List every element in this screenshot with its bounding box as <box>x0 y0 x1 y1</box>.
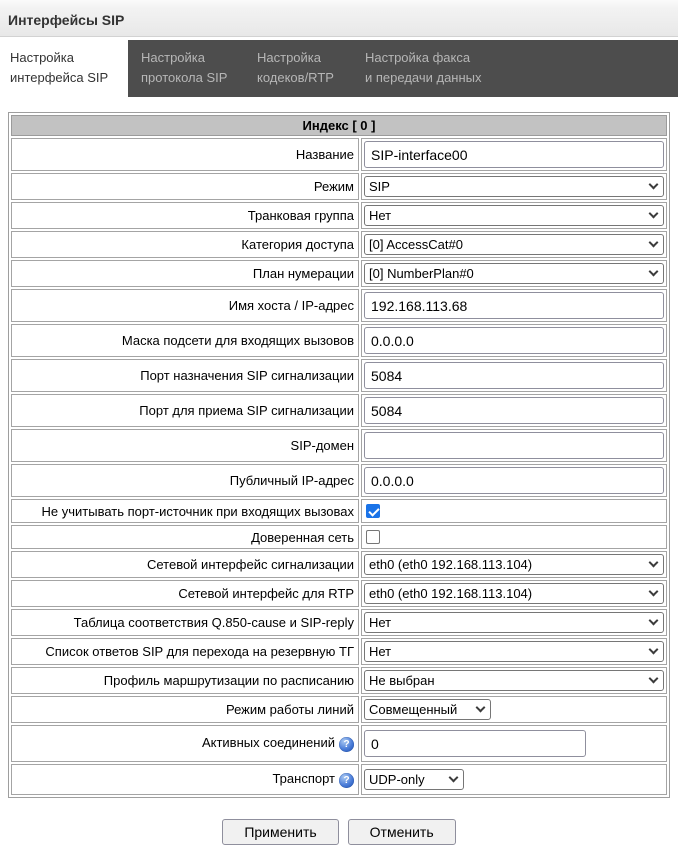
trunk-group-select[interactable] <box>364 205 664 226</box>
form-row <box>11 551 667 578</box>
table-header-row <box>11 115 667 136</box>
form-row <box>11 324 667 357</box>
tab-label-line: интерфейса SIP <box>10 70 109 85</box>
form-row <box>11 289 667 322</box>
field-label: Имя хоста / IP-адрес <box>11 289 359 322</box>
select-value: Не выбран <box>369 673 435 688</box>
tab-sip-protocol-settings[interactable] <box>128 40 244 97</box>
form-row <box>11 638 667 665</box>
field-label: Название <box>11 138 359 171</box>
select-value: Нет <box>369 644 392 659</box>
select-value: eth0 (eth0 192.168.113.104) <box>369 557 533 572</box>
form-row <box>11 464 667 497</box>
chevron-down-icon <box>649 587 659 597</box>
host-ip-input[interactable] <box>364 292 664 319</box>
form-container <box>8 112 670 798</box>
form-row <box>11 580 667 607</box>
form-row <box>11 764 667 795</box>
form-row <box>11 202 667 229</box>
ignore-source-port-checkbox[interactable] <box>366 504 380 518</box>
select-value: SIP <box>369 179 390 194</box>
form-row <box>11 429 667 462</box>
help-icon[interactable] <box>339 773 354 788</box>
name-input[interactable] <box>364 141 664 168</box>
active-connections-input[interactable] <box>364 730 586 757</box>
sip-interface-form-table <box>8 112 670 798</box>
select-value: UDP-only <box>369 772 425 787</box>
field-label: Сетевой интерфейс сигнализации <box>11 551 359 578</box>
chevron-down-icon <box>649 267 659 277</box>
select-value: Совмещенный <box>369 702 458 717</box>
field-label: Порт назначения SIP сигнализации <box>11 359 359 392</box>
chevron-down-icon <box>649 209 659 219</box>
form-row <box>11 138 667 171</box>
tab-fax-data-settings[interactable] <box>352 40 482 97</box>
form-row <box>11 525 667 549</box>
chevron-down-icon <box>649 558 659 568</box>
select-value: eth0 (eth0 192.168.113.104) <box>369 586 533 601</box>
tab-bar <box>0 40 678 97</box>
field-label: Режим <box>11 173 359 200</box>
field-label: Таблица соответствия Q.850-cause и SIP-reply <box>11 609 359 636</box>
page-header <box>0 0 678 37</box>
select-value: [0] NumberPlan#0 <box>369 266 474 281</box>
form-row <box>11 260 667 287</box>
select-value: Нет <box>369 615 392 630</box>
reserve-tg-sip-responses-select[interactable] <box>364 641 664 662</box>
chevron-down-icon <box>476 703 486 713</box>
help-icon[interactable] <box>339 737 354 752</box>
public-ip-input[interactable] <box>364 467 664 494</box>
form-row <box>11 231 667 258</box>
form-row <box>11 394 667 427</box>
q850-sip-reply-map-select[interactable] <box>364 612 664 633</box>
mode-select[interactable] <box>364 176 664 197</box>
tab-label-line: Настройка <box>10 50 74 65</box>
form-row <box>11 667 667 694</box>
field-label: Не учитывать порт-источник при входящих вызовах <box>11 499 359 523</box>
select-value: [0] AccessCat#0 <box>369 237 463 252</box>
chevron-down-icon <box>449 773 459 783</box>
field-label: Режим работы линий <box>11 696 359 723</box>
field-label: Публичный IP-адрес <box>11 464 359 497</box>
incoming-subnet-mask-input[interactable] <box>364 327 664 354</box>
field-label: Категория доступа <box>11 231 359 258</box>
form-row <box>11 696 667 723</box>
form-row <box>11 609 667 636</box>
form-row <box>11 499 667 523</box>
field-label: Транковая группа <box>11 202 359 229</box>
field-label: Порт для приема SIP сигнализации <box>11 394 359 427</box>
field-label: Список ответов SIP для перехода на резервную ТГ <box>11 638 359 665</box>
access-category-select[interactable] <box>364 234 664 255</box>
sip-dest-port-input[interactable] <box>364 362 664 389</box>
chevron-down-icon <box>649 180 659 190</box>
tab-label-line: кодеков/RTP <box>257 70 334 85</box>
sip-recv-port-input[interactable] <box>364 397 664 424</box>
form-row <box>11 173 667 200</box>
chevron-down-icon <box>649 238 659 248</box>
field-label: Доверенная сеть <box>11 525 359 549</box>
field-label: Профиль маршрутизации по расписанию <box>11 667 359 694</box>
chevron-down-icon <box>649 616 659 626</box>
tab-label-line: протокола SIP <box>141 70 228 85</box>
line-mode-select[interactable] <box>364 699 491 720</box>
index-header: Индекс [ 0 ] <box>11 115 667 136</box>
field-label: Маска подсети для входящих вызовов <box>11 324 359 357</box>
field-label: План нумерации <box>11 260 359 287</box>
field-label: SIP-домен <box>11 429 359 462</box>
tab-sip-interface-settings[interactable] <box>0 40 128 97</box>
tab-label-line: Настройка <box>257 50 321 65</box>
chevron-down-icon <box>649 674 659 684</box>
select-value: Нет <box>369 208 392 223</box>
chevron-down-icon <box>649 645 659 655</box>
transport-select[interactable] <box>364 769 464 790</box>
numbering-plan-select[interactable] <box>364 263 664 284</box>
field-label: Транспорт <box>272 771 335 787</box>
form-row <box>11 725 667 762</box>
sip-domain-input[interactable] <box>364 432 664 459</box>
schedule-routing-profile-select[interactable] <box>364 670 664 691</box>
form-actions <box>0 819 678 845</box>
rtp-interface-select[interactable] <box>364 583 664 604</box>
field-label: Активных соединений <box>201 735 335 751</box>
form-row <box>11 359 667 392</box>
tab-label-line: Настройка факса <box>365 50 471 65</box>
apply-button[interactable]: Применить <box>222 819 338 845</box>
field-label: Сетевой интерфейс для RTP <box>11 580 359 607</box>
tab-codecs-rtp-settings[interactable] <box>244 40 352 97</box>
signaling-interface-select[interactable] <box>364 554 664 575</box>
tab-label-line: и передачи данных <box>365 70 482 85</box>
tab-label-line: Настройка <box>141 50 205 65</box>
page-title: Интерфейсы SIP <box>8 12 125 28</box>
trusted-network-checkbox[interactable] <box>366 530 380 544</box>
cancel-button[interactable]: Отменить <box>348 819 456 845</box>
